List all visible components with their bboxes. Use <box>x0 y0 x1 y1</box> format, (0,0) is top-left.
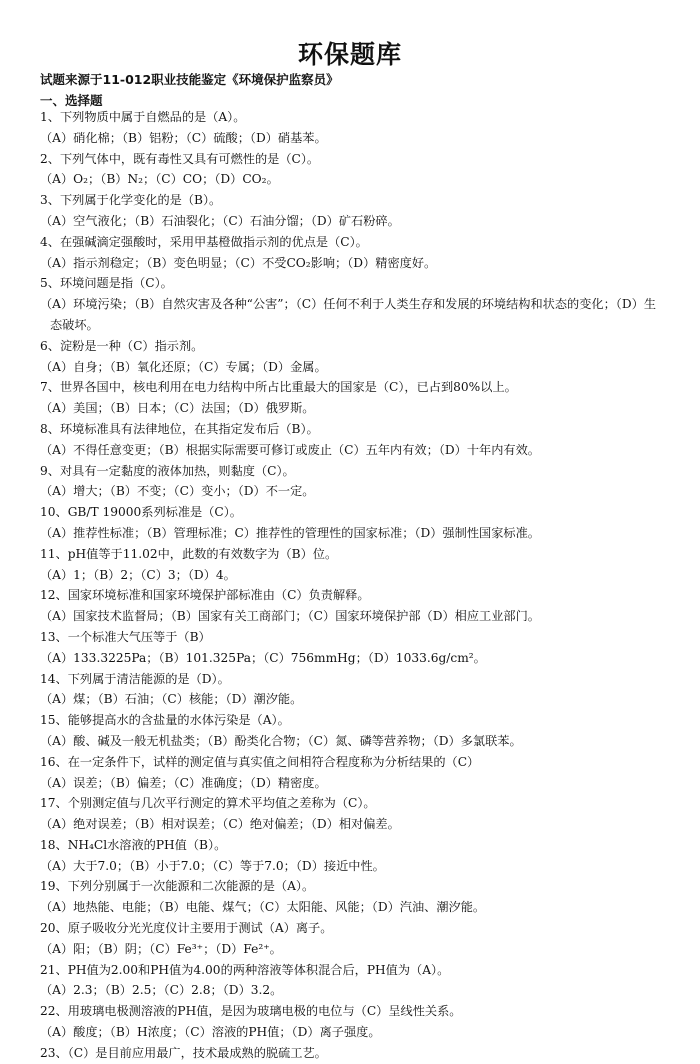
answer-options-continued: 态破坏。 <box>50 317 99 332</box>
question-text: 12、国家环境标准和国家环境保护部标准由（C）负责解释。 <box>40 588 370 603</box>
question-text: 15、能够提高水的含盐量的水体污染是（A）。 <box>40 713 290 728</box>
question-text: 6、淀粉是一种（C）指示剂。 <box>40 338 204 353</box>
question-text: 20、原子吸收分光光度仪计主要用于测试（A）离子。 <box>40 921 333 936</box>
answer-options: （A）O₂；（B）N₂；（C）CO；（D）CO₂。 <box>40 172 279 187</box>
question-text: 21、PH值为2.00和PH值为4.00的两种溶液等体积混合后，PH值为（A）。 <box>40 962 450 977</box>
question-text: 14、下列属于清洁能源的是（D）。 <box>40 671 230 686</box>
question-text: 5、环境问题是指（C）。 <box>40 276 173 291</box>
answer-options: （A）推荐性标准；（B）管理标准；C）推荐性的管理性的国家标准；（D）强制性国家标准。 <box>40 525 540 540</box>
answer-options: （A）误差；（B）偏差；（C）准确度；（D）精密度。 <box>40 775 327 790</box>
question-text: 23、（C）是目前应用最广，技术最成熟的脱硫工艺。 <box>40 1045 327 1060</box>
answer-options: （A）133.3225Pa；（B）101.325Pa；（C）756mmHg；（D）1033.6g/cm²。 <box>40 650 486 665</box>
question-text: 10、GB/T 19000系列标准是（C）。 <box>40 505 242 520</box>
source-note: 试题来源于11-012职业技能鉴定《环境保护监察员》 <box>40 72 339 87</box>
answer-options: （A）阳；（B）阴；（C）Fe³⁺；（D）Fe²⁺。 <box>40 941 282 956</box>
question-text: 22、用玻璃电极测溶液的PH值，是因为玻璃电极的电位与（C）呈线性关系。 <box>40 1004 462 1019</box>
answer-options: （A）大于7.0；（B）小于7.0；（C）等于7.0；（D）接近中性。 <box>40 858 385 873</box>
question-text: 16、在一定条件下，试样的测定值与真实值之间相符合程度称为分析结果的（C） <box>40 754 480 769</box>
answer-options: （A）空气液化；（B）石油裂化；（C）石油分馏；（D）矿石粉碎。 <box>40 213 400 228</box>
answer-options: （A）酸、碱及一般无机盐类；（B）酚类化合物；（C）氮、磷等营养物；（D）多氯联苯。 <box>40 733 522 748</box>
question-text: 1、下列物质中属于自燃品的是（A）。 <box>40 110 246 124</box>
answer-options: （A）国家技术监督局；（B）国家有关工商部门；（C）国家环境保护部（D）相应工业部门。 <box>40 609 540 624</box>
section-heading: 一、选择题 <box>40 93 103 108</box>
answer-options: （A）绝对误差；（B）相对误差；（C）绝对偏差；（D）相对偏差。 <box>40 817 400 832</box>
question-text: 2、下列气体中，既有毒性又具有可燃性的是（C）。 <box>40 151 320 166</box>
question-text: 7、世界各国中，核电利用在电力结构中所占比重最大的国家是（C），已占到80%以上。 <box>40 380 517 395</box>
answer-options: （A）增大；（B）不变；（C）变小；（D）不一定。 <box>40 484 315 499</box>
question-text: 4、在强碱滴定强酸时，采用甲基橙做指示剂的优点是（C）。 <box>40 234 368 249</box>
question-text: 9、对具有一定黏度的液体加热，则黏度（C）。 <box>40 463 295 478</box>
question-text: 17、个别测定值与几次平行测定的算术平均值之差称为（C）。 <box>40 796 376 811</box>
answer-options: （A）酸度；（B）H浓度；（C）溶液的PH值；（D）离子强度。 <box>40 1025 381 1040</box>
answer-options: （A）不得任意变更；（B）根据实际需要可修订或废止（C）五年内有效；（D）十年内有效。 <box>40 442 540 457</box>
answer-options: （A）环境污染；（B）自然灾害及各种“公害”；（C）任何不利于人类生存和发展的环境结构和状态的变化；（D）生 <box>40 297 657 312</box>
question-text: 11、pH值等于11.02中，此数的有效数字为（B）位。 <box>40 546 338 561</box>
question-text: 19、下列分别属于一次能源和二次能源的是（A）。 <box>40 879 315 894</box>
answer-options: （A）硝化棉；（B）铝粉；（C）硫酸；（D）硝基苯。 <box>40 130 327 145</box>
answer-options: （A）1；（B）2；（C）3；（D）4。 <box>40 567 236 582</box>
page-title: 环保题库 <box>297 40 402 69</box>
question-text: 13、一个标准大气压等于（B） <box>40 629 211 644</box>
answer-options: （A）煤；（B）石油；（C）核能；（D）潮汐能。 <box>40 692 303 707</box>
question-text: 18、NH₄Cl水溶液的PH值（B）。 <box>40 837 227 852</box>
question-list <box>40 107 670 1064</box>
answer-options: （A）2.3；（B）2.5；（C）2.8；（D）3.2。 <box>40 983 283 998</box>
answer-options: （A）自身；（B）氧化还原；（C）专属；（D）金属。 <box>40 359 327 374</box>
answer-options: （A）指示剂稳定；（B）变色明显；（C）不受CO₂影响；（D）精密度好。 <box>40 255 437 270</box>
answer-options: （A）美国；（B）日本；（C）法国；（D）俄罗斯。 <box>40 401 315 416</box>
answer-options: （A）地热能、电能；（B）电能、煤气；（C）太阳能、风能；（D）汽油、潮汐能。 <box>40 900 486 915</box>
question-text: 8、环境标准具有法律地位，在其指定发布后（B）。 <box>40 421 319 436</box>
question-text: 3、下列属于化学变化的是（B）。 <box>40 193 222 208</box>
